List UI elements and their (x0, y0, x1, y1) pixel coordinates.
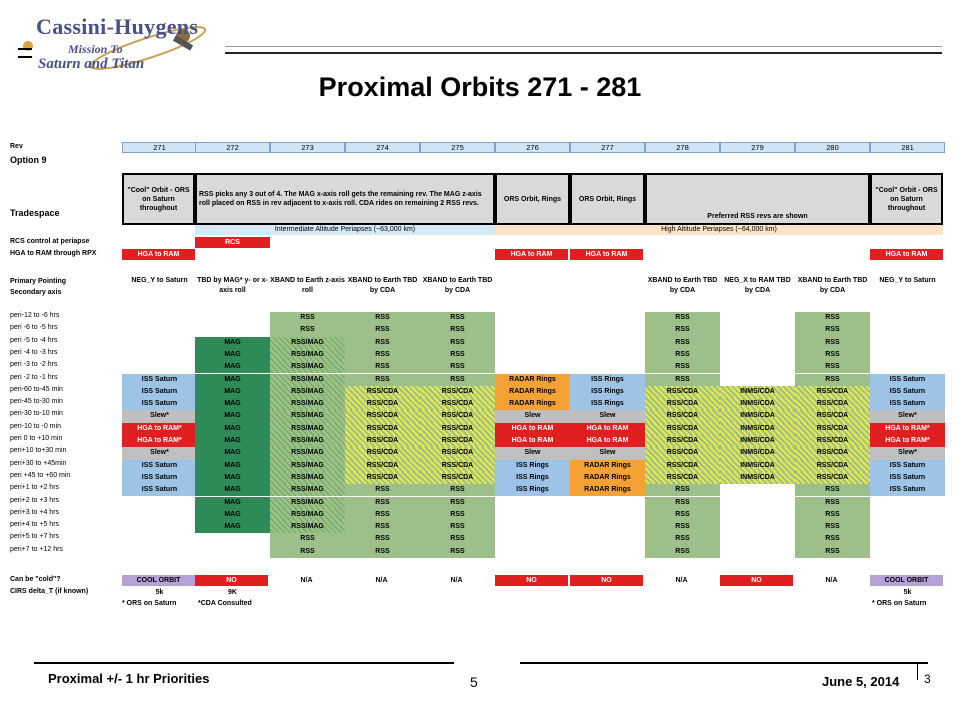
cold-cell: NO (495, 575, 568, 586)
pointing-cell: XBAND to Earth TBD by CDA (347, 277, 418, 294)
schedule-cell: RSS (345, 349, 420, 361)
schedule-cell: RSS (270, 533, 345, 545)
slide-number: 5 (470, 674, 478, 690)
schedule-cell: RSS (795, 312, 870, 324)
schedule-cell: RSS (420, 324, 495, 336)
schedule-cell: RSS/CDA (345, 460, 420, 472)
rev-header-cell: 278 (645, 142, 720, 153)
schedule-cell: ISS Saturn (870, 398, 945, 410)
schedule-cell: Slew (495, 447, 570, 459)
cirs-label: CIRS delta_T (if known) (10, 588, 89, 595)
schedule-cell: MAG (195, 521, 270, 533)
schedule-cell: RSS/CDA (645, 423, 720, 435)
schedule-cell: RSS (795, 361, 870, 373)
schedule-cell: RSS (645, 484, 720, 496)
schedule-cell: RSS (420, 484, 495, 496)
cirs-cell: 5k (155, 589, 164, 596)
schedule-cell: RSS (420, 546, 495, 558)
schedule-cell: MAG (195, 509, 270, 521)
schedule-cell: RSS/CDA (345, 435, 420, 447)
cirs-cell: 9K (228, 589, 237, 596)
schedule-cell: Slew* (122, 410, 197, 422)
cold-cell: COOL ORBIT (122, 575, 195, 586)
rev-header-cell: 280 (795, 142, 870, 153)
schedule-cell: RADAR Rings (495, 374, 570, 386)
time-row-label: peri -6 to -5 hrs (10, 324, 58, 332)
schedule-cell: MAG (195, 484, 270, 496)
schedule-cell: RADAR Rings (495, 398, 570, 410)
time-row-label: peri-45 to-30 min (10, 398, 63, 406)
schedule-cell: RSS (795, 374, 870, 386)
time-row-label: peri+10 to+30 min (10, 447, 67, 455)
schedule-cell: RADAR Rings (570, 484, 645, 496)
schedule-cell: ISS Saturn (122, 398, 197, 410)
note-cda: *CDA Consulted (198, 600, 252, 607)
schedule-cell: RSS/CDA (420, 460, 495, 472)
schedule-cell: RSS (345, 497, 420, 509)
schedule-cell: RSS/MAG (270, 484, 345, 496)
schedule-cell: RSS/CDA (420, 435, 495, 447)
schedule-cell: RSS/MAG (270, 349, 345, 361)
schedule-cell: RSS (420, 337, 495, 349)
rev-header-cell: 271 (122, 142, 197, 153)
schedule-cell: RSS (645, 509, 720, 521)
schedule-cell: INMS/CDA (720, 386, 795, 398)
schedule-cell: MAG (195, 472, 270, 484)
rev-header-cell: 277 (570, 142, 645, 153)
time-row-label: peri-10 to -0 min (10, 422, 61, 430)
schedule-cell: RSS (795, 349, 870, 361)
primary-pointing-label: Primary Pointing (10, 278, 67, 285)
schedule-cell: RSS (345, 324, 420, 336)
schedule-cell: INMS/CDA (720, 435, 795, 447)
schedule-cell: RSS (270, 312, 345, 324)
schedule-cell: RSS (420, 533, 495, 545)
schedule-cell: RSS/CDA (420, 423, 495, 435)
schedule-cell: RSS/CDA (345, 410, 420, 422)
schedule-cell: RSS (345, 361, 420, 373)
schedule-cell: RSS (795, 324, 870, 336)
header-rule-left (18, 48, 32, 50)
cold-cell: NO (720, 575, 793, 586)
time-row-label: peri -2 to -1 hrs (10, 373, 58, 381)
schedule-cell: RSS (795, 497, 870, 509)
schedule-cell: MAG (195, 460, 270, 472)
schedule-cell: RSS/CDA (795, 435, 870, 447)
hga-cell: HGA to RAM (122, 249, 195, 260)
schedule-cell: MAG (195, 386, 270, 398)
time-row-label: peri +45 to +60 min (10, 471, 71, 479)
schedule-cell: HGA to RAM* (122, 435, 197, 447)
schedule-cell: ISS Rings (495, 460, 570, 472)
rev-header-cell: 279 (720, 142, 795, 153)
schedule-cell: RSS/CDA (795, 460, 870, 472)
schedule-cell: Slew (570, 447, 645, 459)
schedule-cell: RSS (345, 533, 420, 545)
schedule-cell: RSS (420, 521, 495, 533)
schedule-cell: RSS/MAG (270, 423, 345, 435)
time-row-label: peri+30 to +45min (10, 459, 67, 467)
schedule-cell: ISS Saturn (870, 460, 945, 472)
schedule-cell: HGA to RAM (495, 435, 570, 447)
schedule-cell: RSS (645, 546, 720, 558)
schedule-cell: Slew* (122, 447, 197, 459)
schedule-cell: ISS Saturn (122, 484, 197, 496)
schedule-cell: MAG (195, 361, 270, 373)
schedule-cell: MAG (195, 349, 270, 361)
schedule-cell: Slew* (870, 410, 945, 422)
cold-cell: N/A (300, 577, 313, 584)
schedule-cell: Slew* (870, 447, 945, 459)
schedule-cell: RSS/MAG (270, 497, 345, 509)
schedule-cell: INMS/CDA (720, 447, 795, 459)
time-row-label: peri+2 to +3 hrs (10, 496, 60, 504)
schedule-cell: RSS (795, 533, 870, 545)
schedule-cell: RSS/CDA (345, 447, 420, 459)
schedule-cell: RSS/CDA (645, 386, 720, 398)
schedule-cell: RSS/MAG (270, 410, 345, 422)
schedule-cell: RSS (645, 533, 720, 545)
schedule-cell: RSS/CDA (645, 398, 720, 410)
hga-label: HGA to RAM through RPX (10, 250, 97, 257)
schedule-cell: ISS Saturn (870, 374, 945, 386)
schedule-cell: RADAR Rings (570, 472, 645, 484)
schedule-cell: MAG (195, 398, 270, 410)
schedule-cell: ISS Rings (570, 374, 645, 386)
pointing-cell: XBAND to Earth TBD by CDA (422, 277, 493, 294)
pointing-cell: NEG_Y to Saturn (879, 277, 936, 284)
schedule-cell: RSS (795, 521, 870, 533)
trade-box-276: ORS Orbit, Rings (495, 173, 570, 225)
schedule-cell: INMS/CDA (720, 472, 795, 484)
schedule-cell: RSS (795, 484, 870, 496)
schedule-cell: RSS (270, 546, 345, 558)
trade-box-272-275: RSS picks any 3 out of 4. The MAG x-axis roll gets the remaining rev. The MAG z-axis roll placed on RSS in rev adjacent to x-axis roll. CDA rides on remaining 2 RSS revs. (195, 173, 495, 225)
schedule-cell: ISS Rings (495, 484, 570, 496)
schedule-cell: RSS (645, 324, 720, 336)
pointing-cell: TBD by MAG* y- or x-axis roll (197, 277, 268, 294)
time-row-label: peri-30 to-10 min (10, 410, 63, 418)
schedule-cell: RSS/CDA (795, 447, 870, 459)
schedule-cell: RSS (645, 497, 720, 509)
schedule-cell: RSS (420, 374, 495, 386)
cold-cell: N/A (375, 577, 388, 584)
schedule-cell: ISS Saturn (870, 472, 945, 484)
schedule-cell: RSS (420, 312, 495, 324)
schedule-cell: HGA to RAM* (870, 435, 945, 447)
pointing-cell: NEG_Y to Saturn (131, 277, 188, 284)
schedule-cell: RSS/MAG (270, 472, 345, 484)
pointing-cell: XBAND to Earth TBD by CDA (797, 277, 868, 294)
schedule-cell: RSS (345, 546, 420, 558)
schedule-cell: RSS/CDA (645, 472, 720, 484)
schedule-cell: RSS/CDA (795, 410, 870, 422)
schedule-cell: ISS Saturn (122, 374, 197, 386)
schedule-cell: RSS (420, 361, 495, 373)
schedule-cell: HGA to RAM (495, 423, 570, 435)
schedule-cell: RSS (345, 484, 420, 496)
time-row-label: peri+5 to +7 hrs (10, 533, 60, 541)
footer-label: Proximal +/- 1 hr Priorities (48, 671, 210, 686)
time-row-label: peri+7 to +12 hrs (10, 545, 63, 553)
time-row-label: peri -5 to -4 hrs (10, 336, 58, 344)
cold-cell: N/A (675, 577, 688, 584)
schedule-cell: RSS (645, 374, 720, 386)
page-number: 3 (924, 672, 931, 686)
secondary-axis-label: Secondary axis (10, 289, 62, 296)
schedule-cell: RSS (795, 337, 870, 349)
schedule-cell: RSS/CDA (345, 386, 420, 398)
rev-header-cell: 275 (420, 142, 495, 153)
schedule-cell: RSS/MAG (270, 337, 345, 349)
schedule-cell: RSS (420, 497, 495, 509)
header-rule-thick (225, 52, 942, 54)
time-row-label: peri+1 to +2 hrs (10, 484, 60, 492)
schedule-cell: RSS (345, 337, 420, 349)
schedule-cell: RSS/MAG (270, 460, 345, 472)
time-row-label: peri -4 to -3 hrs (10, 348, 58, 356)
hga-cell: HGA to RAM (870, 249, 943, 260)
schedule-cell: RSS/MAG (270, 447, 345, 459)
cold-cell: NO (570, 575, 643, 586)
schedule-cell: ISS Saturn (122, 460, 197, 472)
schedule-cell: RSS (420, 349, 495, 361)
schedule-cell: RSS/MAG (270, 435, 345, 447)
schedule-cell: MAG (195, 447, 270, 459)
hga-cell: HGA to RAM (495, 249, 568, 260)
rev-label: Rev (10, 143, 23, 150)
rev-header-cell: 281 (870, 142, 945, 153)
schedule-cell: RSS (645, 521, 720, 533)
schedule-cell: RSS (795, 509, 870, 521)
footer-rule (34, 662, 454, 664)
schedule-cell: RSS (645, 312, 720, 324)
trade-box-277: ORS Orbit, Rings (570, 173, 645, 225)
schedule-cell: Slew (495, 410, 570, 422)
schedule-cell: RSS (795, 546, 870, 558)
cold-label: Can be "cold"? (10, 576, 61, 583)
option-label: Option 9 (10, 155, 47, 165)
cirs-cell: 5k (903, 589, 912, 596)
logo-title: Cassini-Huygens (36, 14, 199, 39)
rev-header-cell: 272 (195, 142, 270, 153)
schedule-cell: RSS/CDA (345, 472, 420, 484)
schedule-cell: RSS/MAG (270, 361, 345, 373)
schedule-cell: HGA to RAM (570, 435, 645, 447)
schedule-cell: RSS/CDA (795, 472, 870, 484)
schedule-cell: RSS/MAG (270, 398, 345, 410)
schedule-cell: RSS/CDA (645, 435, 720, 447)
schedule-cell: ISS Rings (570, 386, 645, 398)
schedule-cell: RSS (345, 509, 420, 521)
logo-subtitle-2: Saturn and Titan (38, 56, 145, 72)
hga-cell: HGA to RAM (570, 249, 643, 260)
schedule-cell: RSS (345, 312, 420, 324)
schedule-cell: MAG (195, 410, 270, 422)
schedule-cell: RSS/CDA (795, 386, 870, 398)
schedule-cell: RSS/MAG (270, 521, 345, 533)
footer-divider (917, 664, 918, 680)
schedule-cell: RSS/MAG (270, 386, 345, 398)
schedule-cell: RSS/CDA (420, 472, 495, 484)
schedule-cell: INMS/CDA (720, 423, 795, 435)
schedule-cell: MAG (195, 435, 270, 447)
rcs-label: RCS control at periapse (10, 238, 90, 245)
schedule-cell: RSS/MAG (270, 374, 345, 386)
schedule-cell: RSS (270, 324, 345, 336)
schedule-cell: HGA to RAM* (870, 423, 945, 435)
schedule-cell: RSS/CDA (420, 410, 495, 422)
schedule-cell: MAG (195, 497, 270, 509)
pointing-cell: XBAND to Earth TBD by CDA (647, 277, 718, 294)
time-row-label: peri -3 to -2 hrs (10, 361, 58, 369)
schedule-cell: RSS/CDA (795, 398, 870, 410)
rev-header-cell: 276 (495, 142, 570, 153)
time-row-label: peri 0 to +10 min (10, 435, 63, 442)
schedule-cell: RSS (345, 521, 420, 533)
cold-cell: NO (195, 575, 268, 586)
time-row-label: peri-60 to-45 min (10, 385, 63, 393)
pointing-cell: NEG_X to RAM TBD by CDA (724, 277, 791, 294)
trade-box-271: "Cool" Orbit - ORS on Saturn throughout (122, 173, 195, 225)
schedule-cell: MAG (195, 374, 270, 386)
rev-header-cell: 274 (345, 142, 420, 153)
logo-subtitle: Mission To (68, 42, 123, 56)
time-row-label: peri+4 to +5 hrs (10, 521, 60, 529)
schedule-cell: RSS/CDA (420, 386, 495, 398)
cold-cell: N/A (450, 577, 463, 584)
schedule-cell: RSS (420, 509, 495, 521)
note-ors-left: * ORS on Saturn (122, 600, 177, 607)
schedule-cell: RSS/CDA (420, 398, 495, 410)
page-title: Proximal Orbits 271 - 281 (318, 72, 642, 102)
schedule-cell: ISS Saturn (122, 472, 197, 484)
footer-rule-right (520, 662, 928, 664)
rcs-cell-272: RCS (195, 237, 270, 248)
header-rule (225, 46, 942, 47)
note-ors-right: * ORS on Saturn (872, 600, 927, 607)
schedule-cell: RSS/CDA (645, 410, 720, 422)
trade-box-278-280: Preferred RSS revs are shown (645, 173, 870, 225)
time-row-label: peri-12 to -6 hrs (10, 312, 60, 319)
band-intermediate: Intermediate Altitude Periapses (~63,000 km) (195, 225, 495, 235)
schedule-cell: RADAR Rings (570, 460, 645, 472)
schedule-cell: ISS Rings (570, 398, 645, 410)
schedule-cell: ISS Saturn (870, 484, 945, 496)
schedule-cell: Slew (570, 410, 645, 422)
schedule-cell: RSS/CDA (420, 447, 495, 459)
rev-header-cell: 273 (270, 142, 345, 153)
header-rule-left-2 (18, 56, 32, 58)
cold-cell: COOL ORBIT (870, 575, 943, 586)
schedule-cell: ISS Rings (495, 472, 570, 484)
time-row-label: peri+3 to +4 hrs (10, 508, 60, 516)
schedule-cell: RSS/CDA (795, 423, 870, 435)
schedule-cell: RSS (645, 349, 720, 361)
schedule-cell: MAG (195, 423, 270, 435)
mission-logo (8, 8, 223, 74)
schedule-cell: RSS (345, 374, 420, 386)
tradespace-label: Tradespace (10, 208, 60, 218)
cold-cell: N/A (825, 577, 838, 584)
schedule-cell: INMS/CDA (720, 460, 795, 472)
schedule-cell: HGA to RAM* (122, 423, 197, 435)
schedule-cell: RSS/CDA (645, 460, 720, 472)
pointing-cell: XBAND to Earth z-axis roll (270, 277, 345, 294)
schedule-cell: RSS/CDA (345, 398, 420, 410)
schedule-cell: HGA to RAM (570, 423, 645, 435)
schedule-cell: RSS (645, 361, 720, 373)
schedule-cell: INMS/CDA (720, 398, 795, 410)
schedule-cell: INMS/CDA (720, 410, 795, 422)
schedule-cell: MAG (195, 337, 270, 349)
schedule-cell: RSS/MAG (270, 509, 345, 521)
schedule-cell: ISS Saturn (870, 386, 945, 398)
schedule-cell: RSS/CDA (645, 447, 720, 459)
schedule-cell: RSS (645, 337, 720, 349)
schedule-cell: RADAR Rings (495, 386, 570, 398)
schedule-cell: RSS/CDA (345, 423, 420, 435)
trade-box-281: "Cool" Orbit - ORS on Saturn throughout (870, 173, 943, 225)
schedule-cell: ISS Saturn (122, 386, 197, 398)
band-high: High Altitude Periapses (~64,000 km) (495, 225, 943, 235)
footer-date: June 5, 2014 (822, 674, 900, 689)
